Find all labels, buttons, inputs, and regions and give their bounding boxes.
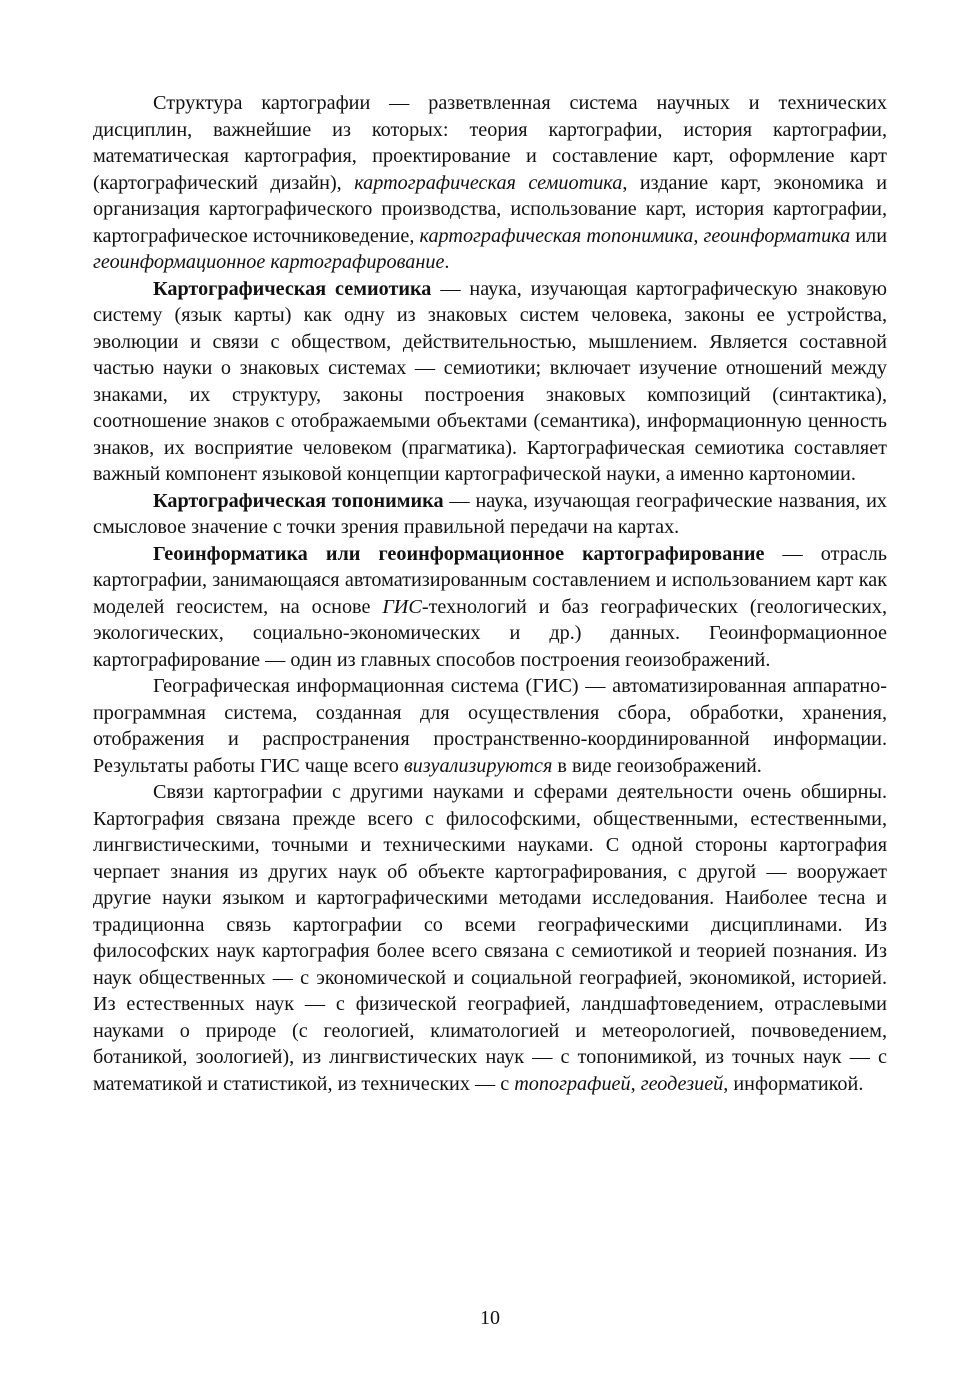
text: или (850, 224, 887, 247)
text: — наука, изучающая географические названия, их смысловое значение с точки зрения правильной передачи на картах. (93, 489, 887, 538)
paragraph-cartography-structure (93, 90, 887, 276)
paragraph-gis (93, 673, 887, 779)
italic-term: геоинформационное картографирование (93, 251, 445, 273)
bold-term: Картографическая семиотика (153, 277, 432, 300)
bold-term: Геоинформатика или геоинформационное картографирование (153, 542, 765, 565)
bold-term: Картографическая топонимика (153, 489, 444, 512)
text: Связи картографии с другими науками и сферами деятельности очень обширны. Картография связана прежде всего с философскими, общественными, естественными, лингвистическими, точными и техническими науками. С одной стороны картография черпает знания из других наук об объекте картографирования, с другой — вооружает другие науки языком и картографическими методами исследования. Наиболее тесна и традиционна связь картографии со всеми географическими дисциплинами. Из философских наук картография более всего связана с семиотикой и теорией познания. Из наук общественных — с экономической и социальной географией, экономикой, историей. Из естественных наук — с физической географией, ландшафтоведением, отраслевыми науками о природе (с геологией, климатологией и метеорологией, почвоведением, ботаникой, зоологией), из лингвистических наук — с топонимикой, из точных наук — с математикой и статистикой, из технических — с (93, 781, 887, 1095)
text: . (444, 251, 450, 273)
paragraph-relations (93, 779, 887, 1097)
italic-term: геоинформатика (703, 224, 851, 247)
italic-term: геодезией (640, 1072, 724, 1095)
text: , информатикой. (723, 1072, 864, 1095)
page-number: 10 (480, 1307, 500, 1329)
paragraph-semiotics (93, 276, 887, 488)
text: , (693, 224, 704, 247)
italic-term: топографией (514, 1072, 631, 1095)
text: , (630, 1072, 641, 1095)
paragraph-toponymy (93, 488, 887, 541)
text: Географическая информационная система (ГИС) — автоматизированная аппаратно-программная система, созданная для осуществления сбора, обработки, хранения, отображения и распространения пространственно-координированной информации. Результаты работы ГИС чаще всего (93, 675, 887, 777)
italic-term: визуализируются (403, 754, 553, 777)
page-body (93, 90, 887, 1097)
text: Структура картографии — разветвленная система научных и технических дисциплин, важнейшие из которых: теория картографии, история картографии, математическая картография, проектирование и составление карт, оформление карт (картографический дизайн), (93, 92, 887, 194)
italic-term: ГИС (382, 595, 422, 618)
text: -технологий и баз географических (геологических, экологических, социально-экономических и др.) данных. Геоинформационное картографирование — один из главных способов построения геоизображений. (93, 595, 887, 671)
text: — наука, изучающая картографическую знаковую систему (язык карты) как одну из знаковых систем человека, законы ее устройства, эволюции и связи с обществом, действительностью, мышлением. Является составной частью науки о знаковых системах — семиотики; включает изучение отношений между знаками, их структуру, законы построения знаковых композиций (синтактика), соотношение знаков с отображаемыми объектами (семантика), информационную ценность знаков, их восприятие человеком (прагматика). Картографическая семиотика составляет важный компонент языковой концепции картографической науки, а именно картономии. (93, 277, 887, 485)
text: — отрасль картографии, занимающаяся автоматизированным составлением и использованием карт как моделей геосистем, на основе (93, 542, 887, 618)
text: , издание карт, экономика и организация картографического производства, использование карт, история картографии, картографическое источниковедение, (93, 171, 887, 247)
italic-term: картографическая семиотика (354, 171, 623, 194)
text: в виде геоизображений. (552, 754, 762, 777)
paragraph-geoinformatics (93, 541, 887, 674)
italic-term: картографическая топонимика (419, 224, 694, 247)
